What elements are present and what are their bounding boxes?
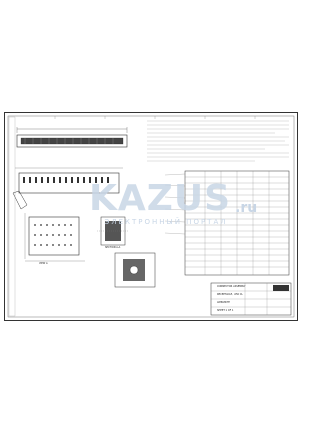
titleblock-line-3: AMPLIMITE [217, 301, 230, 304]
titleblock-line-1: CONNECTOR ASSEMBLY [217, 285, 246, 288]
kazus-watermark-subtitle: ЭЛЕКТРОННЫЙ ПОРТАЛ [104, 218, 228, 226]
titleblock-line-4: SHEET 1 OF 1 [217, 309, 234, 312]
kazus-watermark-logo: KAZUS [88, 178, 232, 219]
view-label-mid: SECTION A-A [105, 246, 121, 249]
titleblock-line-2: RECEPTACLE, .050 CL [217, 293, 243, 296]
view-label-left: VIEW A [39, 262, 48, 265]
kazus-watermark-ru: .ru [235, 200, 258, 216]
